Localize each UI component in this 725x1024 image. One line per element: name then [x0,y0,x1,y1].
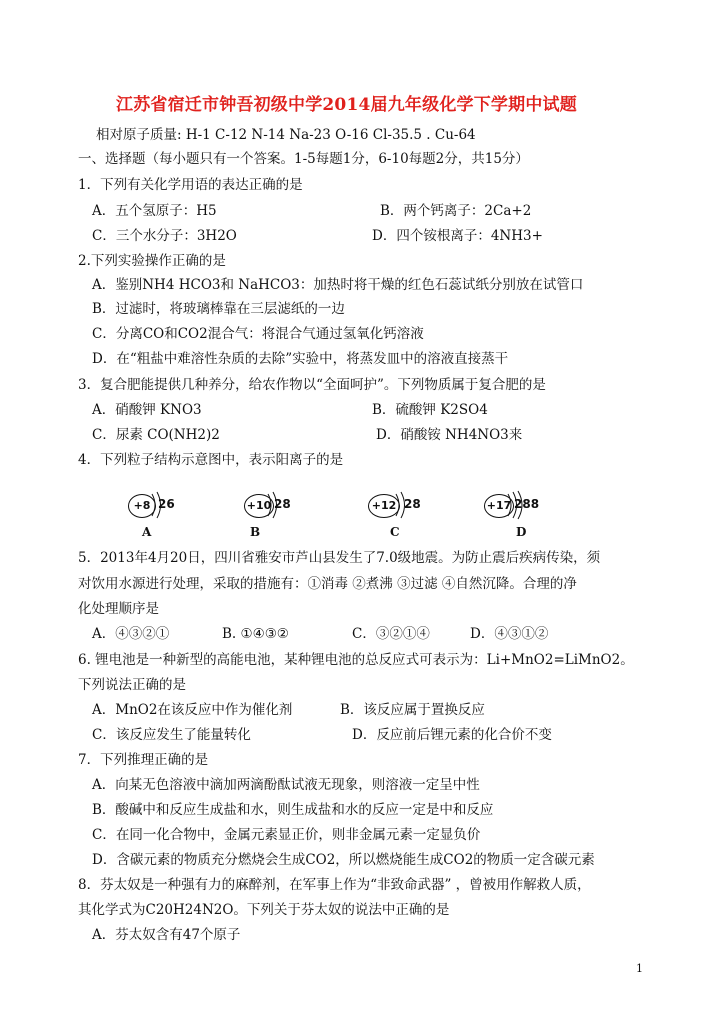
q7-option-b: B．酸碱中和反应生成盐和水，则生成盐和水的反应一定是中和反应 [92,802,494,818]
q7-stem: 7．下列推理正确的是 [78,752,209,768]
q3-stem: 3．复合肥能提供几种养分，给农作物以“全面呵护”。下列物质属于复合肥的是 [78,377,546,393]
label-d: D [516,525,527,539]
q2-option-a: A．鉴别NH4 HCO3和 NaHCO3：加热时将干燥的红色石蕊试纸分别放在试管口 [92,277,584,293]
label-b: B [250,525,261,539]
q5-line3: 化处理顺序是 [78,601,159,617]
q5-option-c: C．③②①④ [352,626,430,642]
q5-option-b: B. ①④③② [222,626,289,642]
atom-diagrams [120,486,560,542]
q1-option-d: D．四个铵根离子：4NH3+ [372,228,543,244]
q8-line1: 8．芬太奴是一种强有力的麻醉剂，在军事上作为“非致命武器” ，曾被用作解救人质， [78,877,591,893]
label-a: A [142,525,152,539]
atom-diagram-d [476,486,566,542]
q1-option-a: A．五个氢原子：H5 [92,203,217,219]
q2-option-d: D．在“粗盐中难溶性杂质的去除”实验中，将蒸发皿中的溶液直接蒸干 [92,351,509,367]
label-c: C [390,525,400,539]
page-number: 1 [636,962,643,975]
q3-option-d: D．硝酸铵 NH4NO3来 [376,427,523,443]
nucleus-c: +12 [368,494,400,518]
q8-option-a: A．芬太奴含有47个原子 [92,927,241,943]
page-title: 江苏省宿迁市钟吾初级中学2014届九年级化学下学期中试题 [116,95,577,115]
q5-option-d: D．④③①② [470,626,549,642]
q2-stem: 2.下列实验操作正确的是 [78,253,226,269]
q5-line1: 5．2013年4月20日，四川省雅安市芦山县发生了7.0级地震。为防止震后疾病传染，须 [78,550,601,566]
q1-option-c: C．三个水分子：3H2O [92,228,237,244]
section-heading: 一、选择题（每小题只有一个答案。1-5每题1分，6-10每题2分，共15分） [78,151,529,167]
q2-option-c: C．分离CO和CO2混合气：将混合气通过氢氧化钙溶液 [92,326,424,342]
q6-line1: 6. 锂电池是一种新型的高能电池，某种锂电池的总反应式可表示为：Li+MnO2=LiMnO2。 [78,652,634,668]
electrons-d: 288 [514,497,540,511]
electrons-a: 26 [158,497,175,511]
q2-option-b: B．过滤时，将玻璃棒靠在三层滤纸的一边 [92,301,345,317]
electrons-c: 28 [404,497,421,511]
q8-line2: 其化学式为C20H24N2O。下列关于芬太奴的说法中正确的是 [78,902,450,918]
q3-option-b: B．硫酸钾 K2SO4 [372,402,488,418]
q7-option-c: C．在同一化合物中，金属元素显正价，则非金属元素一定显负价 [92,827,481,843]
q6-option-c: C．该反应发生了能量转化 [92,727,251,743]
nucleus-b: +10 [244,494,274,518]
q1-option-b: B．两个钙离子：2Ca+2 [380,203,532,219]
q3-option-c: C．尿素 CO(NH2)2 [92,427,220,443]
q7-option-d: D．含碳元素的物质充分燃烧会生成CO2，所以燃烧能生成CO2的物质一定含碳元素 [92,852,595,868]
atomic-mass-line: 相对原子质量: H-1 C-12 N-14 Na-23 O-16 Cl-35.5 . Cu-64 [96,127,476,143]
atom-diagram-c [360,486,450,542]
q6-line2: 下列说法正确的是 [78,677,186,693]
nucleus-d: +17 [484,494,514,518]
q3-option-a: A．硝酸钾 KNO3 [92,402,202,418]
q1-stem: 1．下列有关化学用语的表达正确的是 [78,177,303,193]
electrons-b: 28 [274,497,291,511]
q5-option-a: A．④③②① [92,626,170,642]
atom-diagram-a [120,486,210,542]
q5-line2: 对饮用水源进行处理，采取的措施有：①消毒 ②煮沸 ③过滤 ④自然沉降。合理的净 [78,576,577,592]
nucleus-a: +8 [128,494,156,518]
q7-option-a: A．向某无色溶液中滴加两滴酚酞试液无现象，则溶液一定呈中性 [92,777,480,793]
atom-diagram-b [236,486,326,542]
q6-option-b: B．该反应属于置换反应 [340,702,485,718]
q4-stem: 4．下列粒子结构示意图中，表示阳离子的是 [78,452,344,468]
q6-option-a: A．MnO2在该反应中作为催化剂 [92,702,293,718]
q6-option-d: D．反应前后锂元素的化合价不变 [352,727,552,743]
